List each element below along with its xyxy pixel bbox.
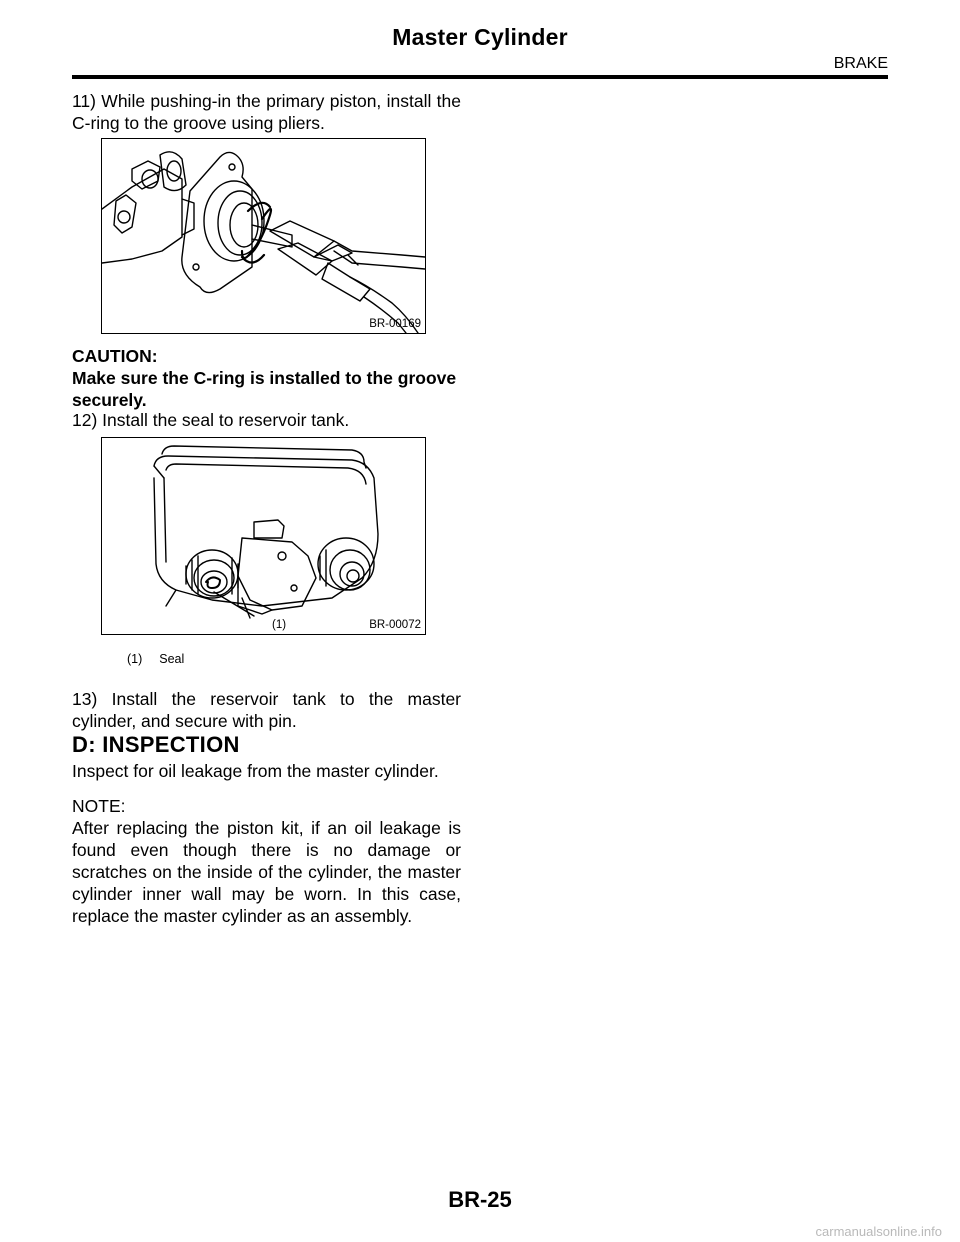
reservoir-seal-illustration xyxy=(102,438,425,634)
caution-label: CAUTION: xyxy=(72,346,158,366)
c-ring-illustration xyxy=(102,139,425,333)
section-heading: D: INSPECTION xyxy=(72,732,240,757)
legend-text: Seal xyxy=(159,652,185,666)
step-12-text: 12) Install the seal to reservoir tank. xyxy=(72,410,350,430)
page-title: Master Cylinder xyxy=(392,24,568,50)
legend-number: (1) xyxy=(127,652,143,666)
figure-reservoir-seal xyxy=(101,437,426,635)
page-number: BR-25 xyxy=(448,1187,512,1212)
step-11-text: 11) While pushing-in the primary piston, install the C-ring to the groove using pliers. xyxy=(72,91,461,133)
watermark: carmanualsonline.info xyxy=(815,1224,942,1239)
figure-2-id: BR-00072 xyxy=(369,619,421,631)
note-label: NOTE: xyxy=(72,796,126,816)
header-rule xyxy=(72,75,888,79)
figure-1-id: BR-00169 xyxy=(369,318,421,330)
inspection-text: Inspect for oil leakage from the master cylinder. xyxy=(72,761,439,781)
figure-c-ring-install xyxy=(101,138,426,334)
section-label: BRAKE xyxy=(833,55,888,72)
legend-item xyxy=(127,652,184,666)
step-13-text: 13) Install the reservoir tank to the master cylinder, and secure with pin. xyxy=(72,689,461,731)
caution-text: Make sure the C-ring is installed to the groove securely. xyxy=(72,368,457,410)
note-text: After replacing the piston kit, if an oil leakage is found even though there is no damage or scratches on the inside of the cylinder, the master cylinder inner wall may be worn. In this case, replace the master cylinder as an assembly. xyxy=(72,818,461,926)
figure-2-callout: (1) xyxy=(272,619,287,631)
